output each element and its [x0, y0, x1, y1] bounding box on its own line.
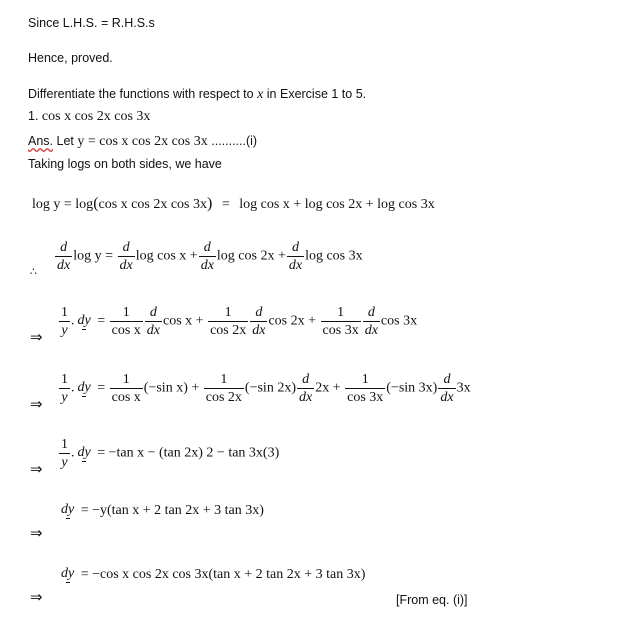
let-expression: y = cos x cos 2x cos 3x — [77, 134, 208, 149]
implies-symbol: ⇒ — [30, 328, 43, 346]
step3-factor1: cos x + — [163, 313, 204, 329]
step4-part1: (−sin x) + — [143, 380, 200, 396]
step2-term1: log y = — [73, 248, 114, 264]
step7-rhs: = −cos x cos 2x cos 3x(tan x + 2 tan 2x + 3 tan 3x) — [80, 567, 366, 583]
step1-equals: = — [221, 197, 230, 212]
dy-dx-fraction: dy — [76, 380, 93, 398]
step4-derivatives: $\frac{1}{y}$ . dy = $\frac{1}{\text{cos x}}$ (−sin x) + $\frac{1}{\cos 2x}$ (−sin 2x) $\frac{d}{dx}$ 2x + $\frac{1}{\cos 3x}$ (−sin 3x) $\frac{d}{dx}$ 3x — [61, 372, 471, 405]
answer-label: Ans. — [28, 134, 54, 148]
implies-symbol: ⇒ — [30, 460, 43, 478]
dy-dx-fraction: dy — [59, 502, 76, 520]
step3-chain-rule: $\frac{1}{y}$ . dy = $\frac{1}{\text{cos x}}$ $\frac{d}{dx}$ cos x + $\frac{1}{\cos 2x}$ $\frac{d}{dx}$ cos 2x + $\frac{1}{\cos 3x}$ $\frac{d}{dx}$ cos 3x — [61, 305, 418, 338]
step1-lhs: log y = log — [32, 197, 94, 212]
d-dx-fraction: $\frac{d}{dx}$ — [298, 372, 313, 405]
d-dx-fraction: $\frac{d}{dx}$ — [57, 240, 71, 273]
d-dx-fraction: $\frac{d}{dx}$ — [440, 372, 454, 405]
one-over-cos2x: $\frac{1}{\cos 2x}$ — [210, 305, 247, 338]
step1-rhs: log cos x + log cos 2x + log cos 3x — [239, 197, 435, 212]
step3-factor2: cos 2x + — [268, 313, 317, 329]
one-over-y: $\frac{1}{y}$ — [61, 437, 68, 470]
dy-dx-fraction: dy — [76, 313, 93, 331]
problem-number: 1. — [28, 109, 39, 123]
step7-final-answer — [58, 566, 365, 584]
one-over-y: $\frac{1}{y}$ — [61, 305, 68, 338]
implies-symbol: ⇒ — [30, 588, 43, 606]
d-dx-fraction: $\frac{d}{dx}$ — [200, 240, 214, 273]
one-over-y: $\frac{1}{y}$ — [61, 372, 68, 405]
implies-symbol: ⇒ — [30, 395, 43, 413]
problem-statement — [28, 109, 150, 125]
let-label: Let — [56, 134, 74, 148]
d-dx-fraction: $\frac{d}{dx}$ — [288, 240, 303, 273]
implies-symbol: ⇒ — [30, 524, 43, 542]
equation-reference: ..........(i) — [211, 134, 258, 148]
dy-dx-fraction: dy — [59, 566, 76, 584]
one-over-cos3x: $\frac{1}{\cos 3x}$ — [322, 305, 359, 338]
d-dx-fraction: $\frac{d}{dx}$ — [119, 240, 133, 273]
instruction-suffix: in Exercise 1 to 5. — [266, 87, 367, 101]
step4-inner3: 3x — [456, 380, 471, 396]
dy-dx-fraction: dy — [76, 445, 93, 463]
instruction-prefix: Differentiate the functions with respect to — [28, 87, 254, 101]
step1-log-equation: log y = log(cos x cos 2x cos 3x) = log cos x + log cos 2x + log cos 3x — [32, 195, 435, 212]
from-equation-reference: [From eq. (i)] — [396, 593, 468, 607]
one-over-cos2x: $\frac{1}{\cos 2x}$ — [205, 372, 242, 405]
step4-inner2: 2x + — [315, 380, 341, 396]
step6-rhs: = −y(tan x + 2 tan 2x + 3 tan 3x) — [80, 503, 264, 519]
step3-factor3: cos 3x — [380, 313, 418, 329]
step5-rhs: = −tan x − (tan 2x) 2 − tan 3x(3) — [97, 445, 280, 461]
since-line: Since L.H.S. = R.H.S.s — [28, 16, 155, 30]
step6-dy-dx — [58, 502, 264, 520]
one-over-cos3x: $\frac{1}{\cos 3x}$ — [347, 372, 384, 405]
step4-part3: (−sin 3x) — [386, 380, 438, 396]
step1-inner: cos x cos 2x cos 3x — [98, 197, 208, 212]
step4-part2: (−sin 2x) — [244, 380, 296, 396]
step2-term3: log cos 2x + — [216, 248, 286, 264]
one-over-cosx: $\frac{1}{\text{cos x}}$ — [111, 305, 141, 338]
step5-simplified: $\frac{1}{y}$ . dy = −tan x − (tan 2x) 2 − tan 3x(3) — [61, 437, 280, 470]
hence-proved-line: Hence, proved. — [28, 51, 113, 65]
one-over-cosx: $\frac{1}{\text{cos x}}$ — [111, 372, 141, 405]
step2-differentiation — [54, 240, 363, 273]
problem-expression: cos x cos 2x cos 3x — [41, 109, 151, 124]
d-dx-fraction: $\frac{d}{dx}$ — [146, 305, 161, 338]
step2-term2: log cos x + — [135, 248, 198, 264]
therefore-symbol: ∴ — [30, 265, 37, 278]
d-dx-fraction: $\frac{d}{dx}$ — [364, 305, 378, 338]
step2-term4: log cos 3x — [305, 248, 363, 264]
exercise-instruction — [28, 87, 366, 103]
taking-logs-text: Taking logs on both sides, we have — [28, 157, 222, 171]
instruction-variable: x — [257, 87, 264, 102]
d-dx-fraction: $\frac{d}{dx}$ — [252, 305, 266, 338]
answer-let-line — [28, 134, 257, 150]
